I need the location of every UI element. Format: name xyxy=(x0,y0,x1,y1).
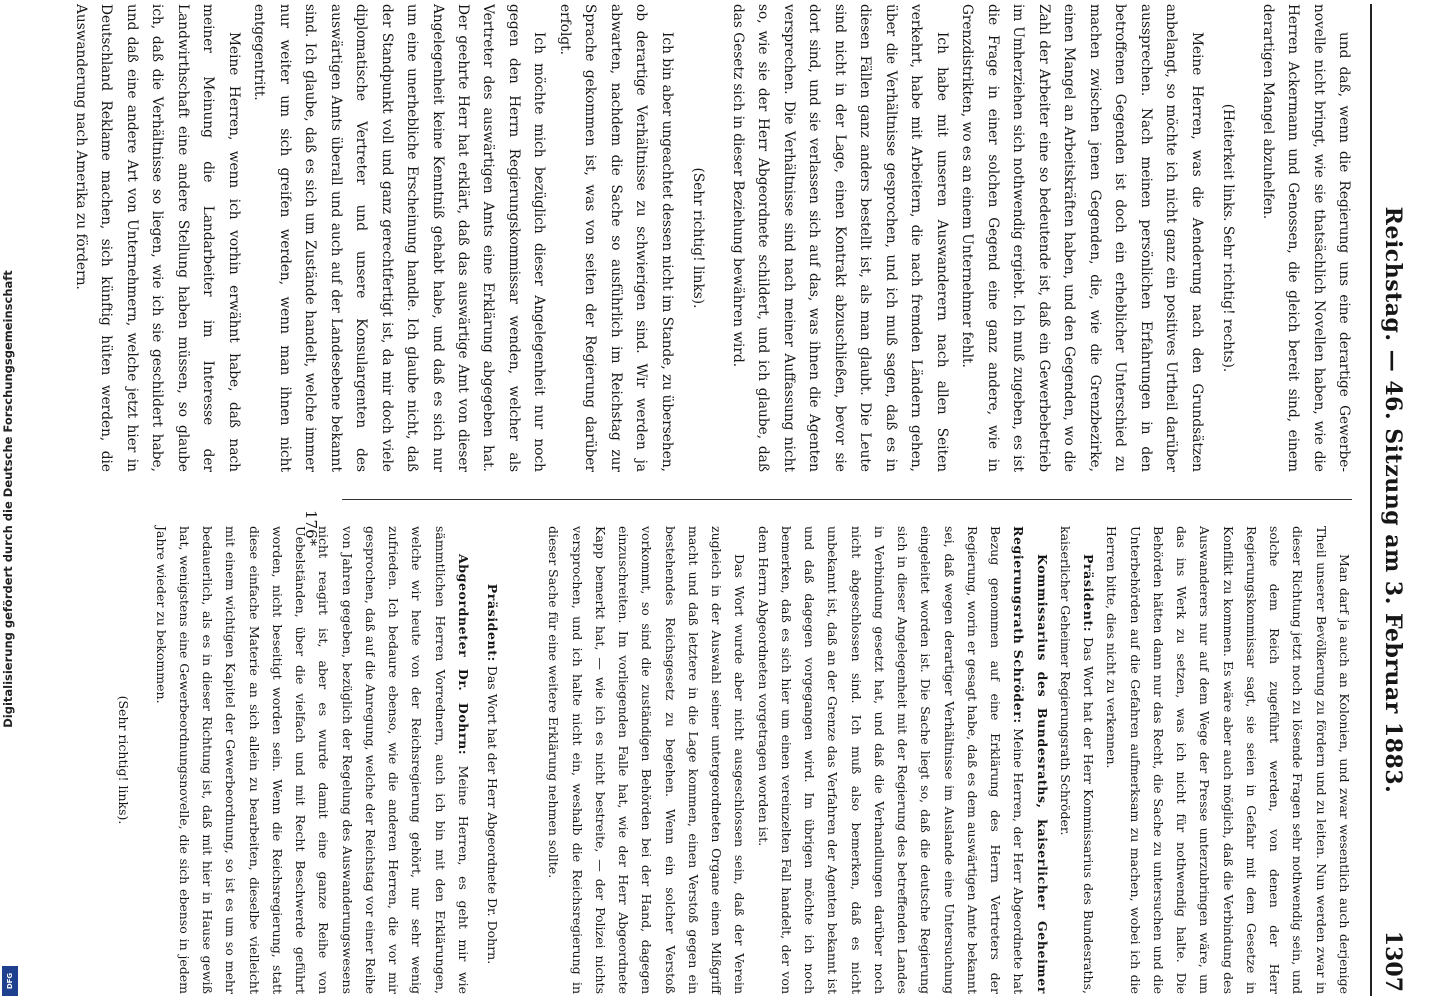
stage-direction-text: (Heiterkeit links. Sehr richtig! rechts). xyxy=(1220,103,1237,373)
signature-mark: 176* xyxy=(302,510,320,547)
speaker-name: Kommissarius des Bundesraths, kaiserlicher Geheimer Regierungsrath Schröder: xyxy=(1011,526,1050,994)
page-header xyxy=(1376,0,1406,1000)
stage-direction-text: (Sehr richtig! links). xyxy=(690,167,707,309)
body-paragraph: Meine Herren, wenn ich vorhin erwähnt habe, daß nach meiner Meinung die Landarbeiter im Interesse der Landwirthschaft eine andere Stellung haben müssen, so glaube ich, daß die Verhältnisse so liegen, wie ich sie geschildert habe, und daß eine andere Art von Unternehmern, welche jetzt hier in Deutschland Reklame machen, sich künftig hüten werden, die Auswanderung nach Amerika zu fördern. xyxy=(72,4,242,472)
body-paragraph: Das Wort wurde aber nicht ausgeschlossen sein, daß der Verein zugleich in der Auswahl seiner untergeordneten Organe einen Mißgriff macht und daß letztere in die Lage kommen, einen Verstoß gegen ein bestehendes Reichsgesetz zu begehen. Wenn ein solcher Verstoß vorkommt, so sind die zuständigen Behörden bei der Hand, dagegen einzuschreiten. Im vorliegenden Falle hat, wie der Herr Abgeordnete Kapp bemerkt hat, — wie ich es nicht bestreite, — der Polizei nichts versprochen, und ich halte nicht ein, weshalb die Reichsregierung in dieser Sache für eine weitere Erklärung nehmen sollte. xyxy=(546,526,748,994)
body-paragraph: Ich habe mit unseren Auswanderern nach allen Seiten verkehrt, habe mit Arbeitern, die nach fremden Ländern gehen, über die Verhältnisse gesprochen, und ich muß sagen, daß es in diesen Fällen ganz anders bestellt ist, als man glaubt. Die Leute sind nicht in der Lage, einen Kontrakt abzuschließen, bevor sie dort sind, und sie verlassen sich auf das, was ihnen die Agenten versprechen. Die Verhältnisse sind nach meiner Auffassung nicht so, wie sie der Herr Abgeordnete schildert, und ich glaube, daß das Gesetz sich in dieser Beziehung bewähren wird. xyxy=(729,4,950,472)
speech-text: Das Wort hat der Herr Kommissarius des Bundesraths, kaiserlicher Geheimer Regierungsrath Schröder. xyxy=(1058,526,1097,994)
stage-direction xyxy=(685,4,710,472)
body-paragraph: Ich möchte mich bezüglich dieser Angelegenheit nur noch gegen den Herrn Regierungskommissar wenden, welcher als Vertreter des auswärtigen Amts eine Erklärung abgegeben hat. Der geehrte Herr hat erklärt, daß das auswärtige Amt von dieser Angelegenheit keine Kenntniß gehabt habe, und daß es sich nur um eine unerhebliche Erscheinung handle. Ich glaube nicht, daß der Standpunkt voll und ganz gerechtfertigt ist, da mir doch viele diplomatische Vertreter und unsere Konsulargenten des auswärtigen Amts überall und auch auf der Landesebene bekannt sind. Ich glaube, daß es sich um Zustände handelt, welche immer nur weiter um sich greifen werden, wenn man ihnen nicht entgegentritt. xyxy=(251,4,548,472)
body-paragraph: und daß, wenn die Regierung uns eine derartige Gewerbe-novelle nicht bringt, wie sie thatsächlich Novellen haben, wie die Herren Ackermann und Genossen, die gleich bereit sind, einem derartigen Mangel abzuhelfen. xyxy=(1259,4,1352,472)
speaker-name: Präsident: xyxy=(485,583,501,662)
newspaper-page xyxy=(12,0,1412,1000)
page-title: Reichstag. — 46. Sitzung am 3. Februar 1883. xyxy=(1380,206,1406,794)
speech-paragraph xyxy=(1054,526,1101,994)
speech-text: Das Wort hat der Herr Abgeordnete Dr. Dohrn. xyxy=(485,665,501,965)
speech-text: Meine Herren, es geht mir wie sämmtlichen Herren Vorrednern, auch ich bin mit den Erklärungen, welche wir heute von der Reichsregierung gehört, nur sehr wenig zufrieden. Ich bedaure ebenso, wie die anderen Herren, die vor mir gesprochen, daß auf die Anregung, welche der Reichstag vor einer Reihe von Jahren gegeben, bezüglich der Regelung des Auswanderungswesens nicht reagirt ist, aber es wurde damit eine ganze Reihe von Uebelständen, über die vielfach und mit Recht Beschwerde geführt worden, nicht beseitigt worden sein. Wenn die Reichsregierung, statt diese einfache Materie an sich allein zu bearbeiten, dieselbe vielleicht mit einem wichtigen Kapitel der Gewerbeordnung, so ist es um so mehr bedauerlich, als es in dieser Richtung ist, daß mit hier in Hause gewiß hat, wenigstens eine Gewerbeordnungsnovelle, die sich ebenso in jedem Jahre wieder zu bekommen. xyxy=(153,526,471,994)
left-column xyxy=(67,4,1356,472)
speech-paragraph xyxy=(481,526,504,994)
body-paragraph: Ich bin aber ungeachtet dessen nicht im Stande, zu übersehen, ob derartige Verhältnisse zu schwierigen sind. Wir werden ja abwarten, nachdem die Sache so ausführlich im Reichstag zur Sprache gekommen ist, was von seiten der Regierung darüber erfolgt. xyxy=(556,4,675,472)
dfg-sidebar-text: Digitalisierung gefördert durch die Deutsche Forschungsgemeinschaft xyxy=(1,270,15,728)
body-paragraph: Meine Herren, was die Aenderung nach den Grundsätzen anbelangt, so möchte ich nicht ganz ein positives Urtheil darüber aussprechen. Nach meinen persönlichen Erfahrungen in den betroffenen Gegenden ist doch ein erheblicher Unterschied zu machen zwischen jenen Gegenden, die, wie die Grenzbezirke, einen Mangel an Arbeitskräften haben, und den Gegenden, wo die Zahl der Arbeiter eine so bedeutende ist, daß ein Gewerbebetrieb im Umherziehen sich nothwendig ergiebt. Ich muß zugeben, es ist die Frage in einer solchen Gegend eine ganz andere, wie in Grenzdistrikten, wo es an einem Unternehmer fehlt. xyxy=(959,4,1205,472)
speaker-name: Abgeordneter Dr. Dohrn: xyxy=(456,554,471,756)
stage-direction-text: (Sehr richtig! links). xyxy=(116,695,132,825)
stage-direction xyxy=(112,526,135,994)
right-column xyxy=(106,526,1356,994)
body-paragraph: Man darf ja auch an Kolonien, und zwar wesentlich auch derjenige Theil unserer Bevölkerung zu fördern und zu leiten. Nun werden zwar in dieser Richtung jetzt noch zu lösende Fragen sehr nothwendig sein, und solche dem Reich zugeführt werden, von denen der Herr Regierungskommissar sagt, sie seien in Gefahr mit dem Gesetze in Konflikt zu kommen. Es wäre aber auch möglich, daß die Verbindung des Auswanderers nur auf dem Wege der Presse unterzubringen wäre, um das ins Werk zu setzen, was ich nicht für nothwendig halte. Die Behörden hätten dann nur das Recht, die Sache zu untersuchen und die Unterbehörden auf die Gefahren aufmerksam zu machen, wobei ich die Herren bitte, dies nicht zu verkennen. xyxy=(1104,526,1352,994)
speech-paragraph xyxy=(150,526,476,994)
dfg-logo-text: DFG xyxy=(6,972,14,990)
dfg-sidebar xyxy=(0,0,20,1000)
speaker-name: Präsident: xyxy=(1081,554,1097,633)
dfg-logo xyxy=(2,966,18,996)
stage-direction xyxy=(1215,4,1240,472)
speech-text: Meine Herren, der Herr Abgeordnete hat Bezug genommen auf eine Erklärung des Herrn Vertreters der Regierung, worin er gesagt habe, daß es dem auswärtigen Amte bekannt sei, daß wegen derartiger Verhältnisse im Auslande eine Untersuchung eingeleitet worden ist. Die Sache liegt so, daß die deutsche Regierung sich in dieser Angelegenheit mit der Regierung des betreffenden Landes in Verbindung gesetzt hat, und daß die Verhandlungen darüber noch nicht abgeschlossen sind. Ich muß also bemerken, daß es nicht unbekannt ist, daß an der Grenze das Verfahren der Agenten bekannt ist und daß dagegen vorgegangen wird. Im übrigen möchte ich noch bemerken, daß es sich hier um einen vereinzelten Fall handelt, der von dem Herrn Abgeordneten vorgetragen worden ist. xyxy=(755,526,1027,994)
page-number: 1307 xyxy=(1380,930,1406,992)
column-divider xyxy=(342,499,1352,500)
speech-paragraph xyxy=(752,526,1054,994)
header-rule xyxy=(1370,4,1372,996)
